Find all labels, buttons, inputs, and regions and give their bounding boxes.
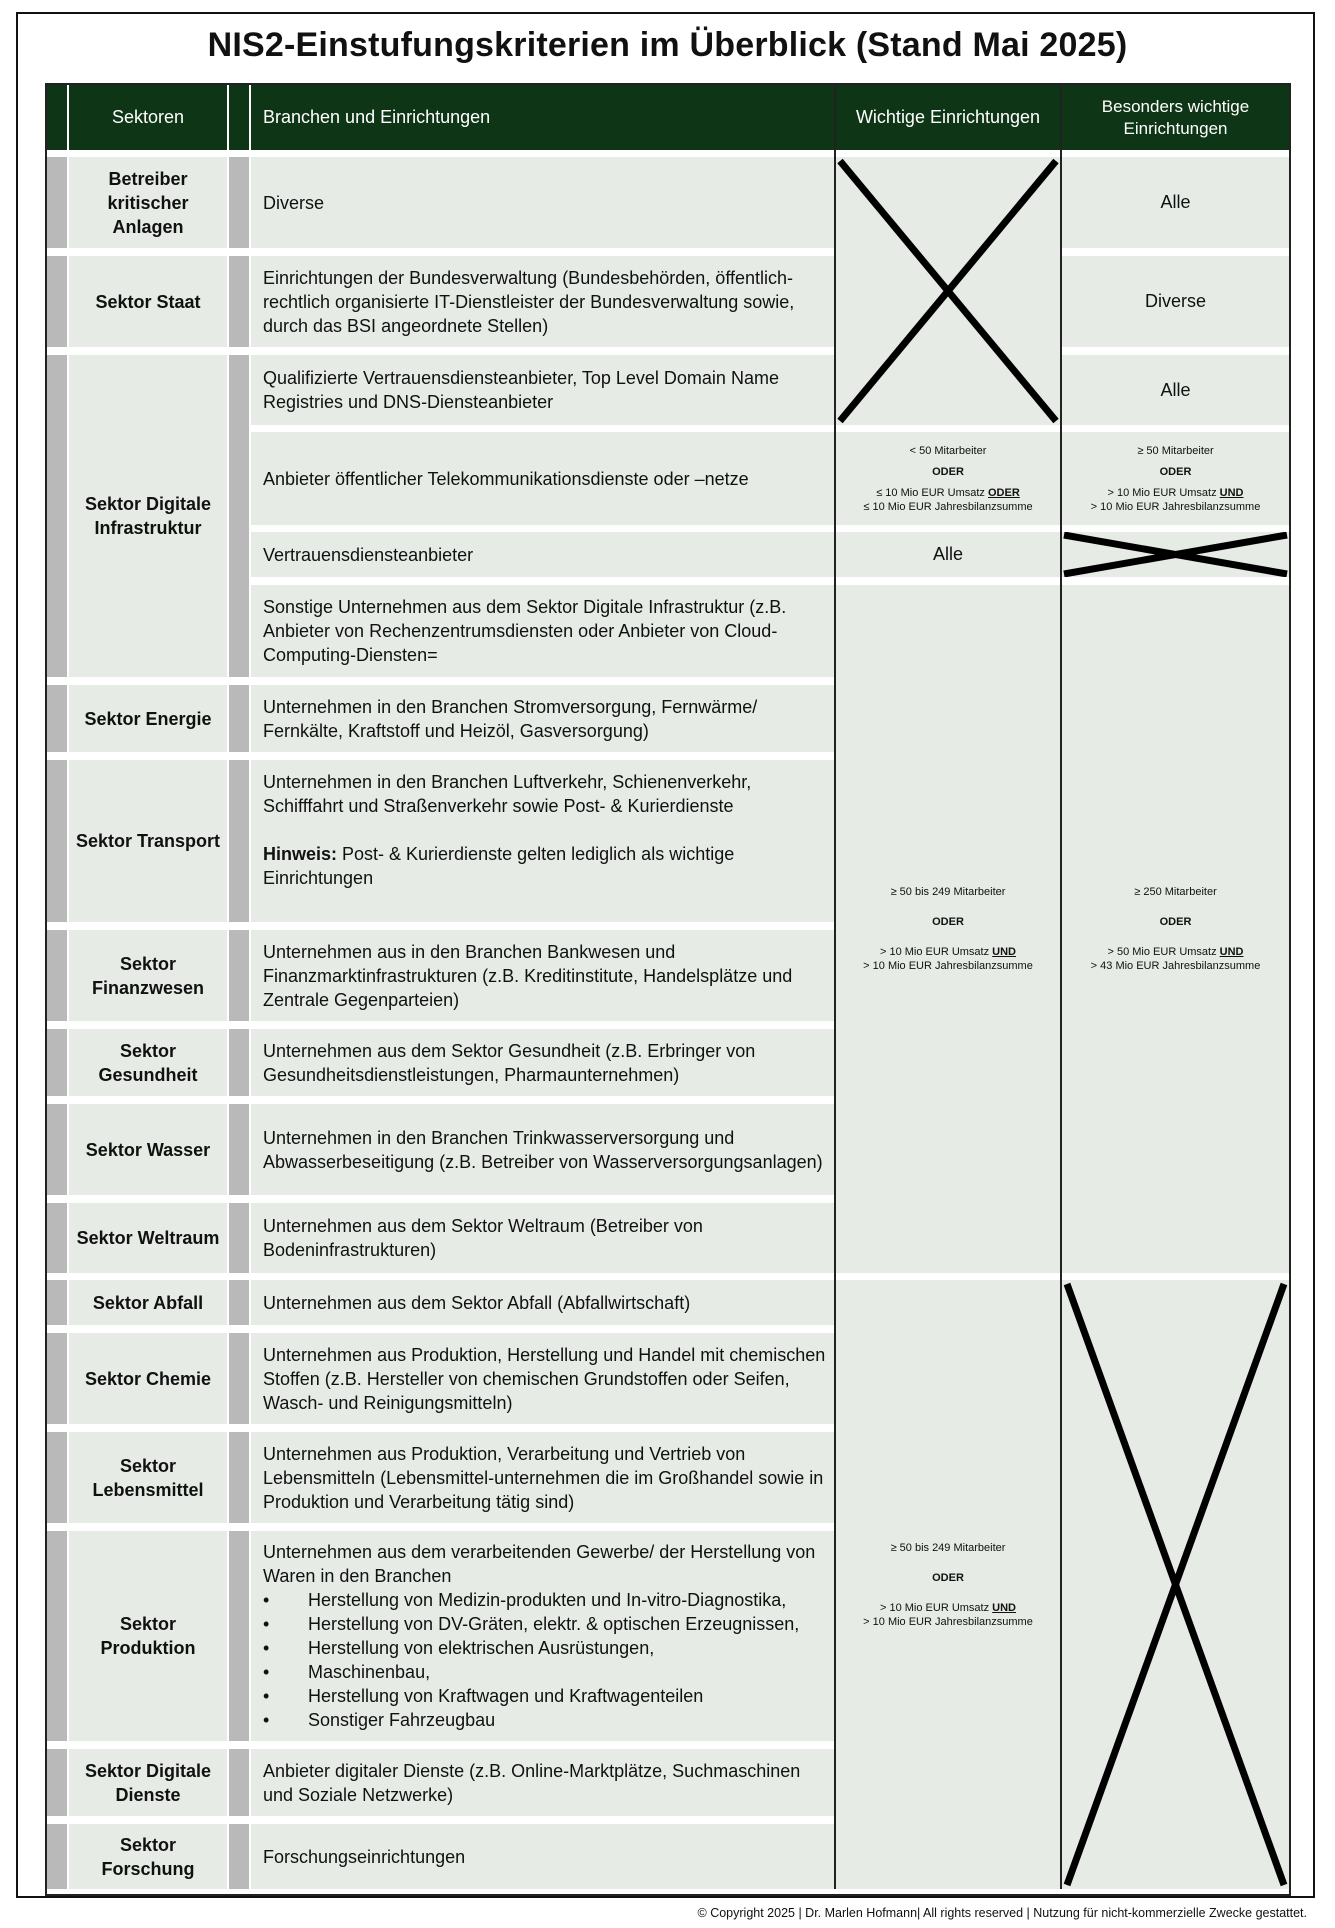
bullet-icon: • bbox=[263, 1710, 270, 1730]
wichtige-mid bbox=[836, 585, 1060, 1273]
low-w-line2: ODER bbox=[932, 1571, 964, 1584]
branch-produktion-intro: Unternehmen aus dem verarbeitenden Gewerbe/ der Herstellung von Waren in den Branchen bbox=[263, 1542, 816, 1586]
list-item bbox=[263, 1660, 826, 1684]
gutter-mid-staat bbox=[229, 256, 249, 347]
low-w-line3 bbox=[880, 1601, 1016, 1615]
branch-digital_2: Anbieter öffentlicher Telekommunikationsdienste oder –netze bbox=[251, 432, 834, 525]
mid-w-line2: ODER bbox=[932, 916, 964, 928]
header-branchen: Branchen und Einrichtungen bbox=[251, 85, 834, 150]
sector-gesundheit: Sektor Gesundheit bbox=[69, 1029, 227, 1096]
sector-forschung: Sektor Forschung bbox=[69, 1824, 227, 1889]
wichtige-low bbox=[836, 1280, 1060, 1889]
hint-text: Post- & Kurierdienste gelten lediglich als wichtige Einrichtungen bbox=[263, 844, 735, 888]
list-item-text: Maschinenbau, bbox=[308, 1662, 431, 1682]
list-item-text: Herstellung von Medizin-produkten und In-vitro-Diagnostika, bbox=[308, 1590, 787, 1610]
sector-produktion: Sektor Produktion bbox=[69, 1531, 227, 1741]
bullet-icon: • bbox=[263, 1638, 270, 1658]
sector-chemie: Sektor Chemie bbox=[69, 1333, 227, 1424]
branch-transport-text: Unternehmen in den Branchen Luftverkehr, Schienenverkehr, Schifffahrt und Straßenverkehr sowie Post- & Kurierdienste bbox=[263, 772, 752, 816]
gutter-left-produktion bbox=[47, 1531, 67, 1741]
header-gutter-mid bbox=[229, 85, 249, 150]
mid-b-line1: ≥ 250 Mitarbeiter bbox=[1134, 886, 1217, 898]
gutter-left-transport bbox=[47, 760, 67, 922]
tk-b-line3a: > 10 Mio EUR Umsatz bbox=[1107, 486, 1220, 499]
gutter-mid-digital bbox=[229, 355, 249, 677]
gutter-mid-energie bbox=[229, 685, 249, 752]
bullet-icon: • bbox=[263, 1686, 270, 1706]
branch-chemie: Unternehmen aus Produktion, Herstellung und Handel mit chemischen Stoffen (z.B. Hersteller von chemischen Grundstoffen oder Seifen, Wasch- und Reinigungsmitteln) bbox=[251, 1333, 834, 1424]
mid-w-line3 bbox=[880, 945, 1016, 959]
list-item bbox=[263, 1588, 826, 1612]
branch-digital_1: Qualifizierte Vertrauensdiensteanbieter, Top Level Domain Name Registries und DNS-Diensteanbieter bbox=[251, 355, 834, 425]
not-applicable-cross-top bbox=[836, 157, 1060, 425]
sector-dienste: Sektor Digitale Dienste bbox=[69, 1749, 227, 1816]
list-item-text: Herstellung von elektrischen Ausrüstungen, bbox=[308, 1638, 655, 1658]
sector-staat: Sektor Staat bbox=[69, 256, 227, 347]
tk-w-line3b: ODER bbox=[988, 486, 1020, 499]
gutter-mid-chemie bbox=[229, 1333, 249, 1424]
mid-w-line1: ≥ 50 bis 249 Mitarbeiter bbox=[890, 886, 1006, 898]
tk-w-line2: ODER bbox=[932, 465, 964, 478]
sector-energie: Sektor Energie bbox=[69, 685, 227, 752]
gutter-mid-kritis bbox=[229, 157, 249, 248]
branch-wasser: Unternehmen in den Branchen Trinkwasserversorgung und Abwasserbeseitigung (z.B. Betreiber von Wasserversorgungsanlagen) bbox=[251, 1104, 834, 1195]
mid-b-line4: > 43 Mio EUR Jahresbilanzsumme bbox=[1090, 960, 1261, 972]
tk-b-line3 bbox=[1107, 486, 1243, 500]
sector-wasser: Sektor Wasser bbox=[69, 1104, 227, 1195]
gutter-mid-forschung bbox=[229, 1824, 249, 1889]
branch-abfall: Unternehmen aus dem Sektor Abfall (Abfallwirtschaft) bbox=[251, 1280, 834, 1325]
sector-kritis: Betreiber kritischer Anlagen bbox=[69, 157, 227, 248]
bullet-icon: • bbox=[263, 1590, 270, 1610]
list-item bbox=[263, 1684, 826, 1708]
branch-dienste: Anbieter digitaler Dienste (z.B. Online-Marktplätze, Suchmaschinen und Soziale Netzwerke) bbox=[251, 1749, 834, 1816]
besonders-mid bbox=[1062, 585, 1289, 1273]
branch-produktion bbox=[251, 1531, 834, 1741]
tk-b-line4: > 10 Mio EUR Jahresbilanzsumme bbox=[1090, 500, 1261, 513]
branch-digital_3: Vertrauensdiensteanbieter bbox=[251, 532, 834, 577]
low-w-line1: ≥ 50 bis 249 Mitarbeiter bbox=[890, 1541, 1006, 1554]
wichtige-telekom bbox=[836, 432, 1060, 525]
bullet-icon: • bbox=[263, 1662, 270, 1682]
tk-b-line1: ≥ 50 Mitarbeiter bbox=[1137, 444, 1214, 457]
tk-w-line3a: ≤ 10 Mio EUR Umsatz bbox=[876, 486, 988, 499]
besonders-staat: Diverse bbox=[1062, 256, 1289, 347]
gutter-left-kritis bbox=[47, 157, 67, 248]
header-besonders-line2: Einrichtungen bbox=[1123, 118, 1228, 138]
branch-gesundheit: Unternehmen aus dem Sektor Gesundheit (z.B. Erbringer von Gesundheitsdienstleistungen, Pharmaunternehmen) bbox=[251, 1029, 834, 1096]
tk-b-line3b: UND bbox=[1219, 486, 1244, 499]
header-gutter-left bbox=[47, 85, 67, 150]
sector-weltraum: Sektor Weltraum bbox=[69, 1203, 227, 1273]
gutter-mid-finanz bbox=[229, 930, 249, 1021]
mid-b-line2: ODER bbox=[1159, 916, 1192, 928]
mid-b-line3a: > 50 Mio EUR Umsatz bbox=[1107, 946, 1220, 958]
list-item bbox=[263, 1708, 826, 1732]
branch-weltraum: Unternehmen aus dem Sektor Weltraum (Betreiber von Bodeninfrastrukturen) bbox=[251, 1203, 834, 1273]
list-item bbox=[263, 1636, 826, 1660]
branch-transport bbox=[251, 760, 834, 922]
sector-digital: Sektor Digitale Infrastruktur bbox=[69, 355, 227, 677]
hint-label: Hinweis: bbox=[263, 844, 338, 864]
header-besonders-line1: Besonders wichtige bbox=[1101, 96, 1250, 116]
sector-abfall: Sektor Abfall bbox=[69, 1280, 227, 1325]
besonders-qtsp: Alle bbox=[1062, 355, 1289, 425]
besonders-kritis: Alle bbox=[1062, 157, 1289, 248]
gutter-left-forschung bbox=[47, 1824, 67, 1889]
list-item-text: Herstellung von Kraftwagen und Kraftwagenteilen bbox=[308, 1686, 704, 1706]
mid-w-line3b: UND bbox=[992, 946, 1016, 958]
sector-transport: Sektor Transport bbox=[69, 760, 227, 922]
gutter-mid-gesundheit bbox=[229, 1029, 249, 1096]
mid-b-line3 bbox=[1107, 945, 1243, 959]
tk-w-line4: ≤ 10 Mio EUR Jahresbilanzsumme bbox=[863, 500, 1033, 513]
copyright-footer: © Copyright 2025 | Dr. Marlen Hofmann| All rights reserved | Nutzung für nicht-kommerzielle Zwecke gestattet. bbox=[697, 1906, 1307, 1920]
gutter-left-energie bbox=[47, 685, 67, 752]
besonders-telekom bbox=[1062, 432, 1289, 525]
branch-forschung: Forschungseinrichtungen bbox=[251, 1824, 834, 1889]
mid-w-line3a: > 10 Mio EUR Umsatz bbox=[879, 946, 993, 958]
branch-lebensmittel: Unternehmen aus Produktion, Verarbeitung und Vertrieb von Lebensmitteln (Lebensmittel-unternehmen die im Großhandel sowie in Produktion und Verarbeitung tätig sind) bbox=[251, 1432, 834, 1523]
tk-w-line1: < 50 Mitarbeiter bbox=[909, 444, 987, 457]
low-w-line4: > 10 Mio EUR Jahresbilanzsumme bbox=[863, 1615, 1033, 1628]
gutter-mid-wasser bbox=[229, 1104, 249, 1195]
sector-lebensmittel: Sektor Lebensmittel bbox=[69, 1432, 227, 1523]
list-item-text: Sonstiger Fahrzeugbau bbox=[308, 1710, 496, 1730]
mid-b-line3b: UND bbox=[1219, 946, 1244, 958]
gutter-left-chemie bbox=[47, 1333, 67, 1424]
gutter-left-dienste bbox=[47, 1749, 67, 1816]
branch-kritis: Diverse bbox=[251, 157, 834, 248]
gutter-left-finanz bbox=[47, 930, 67, 1021]
low-w-line3b: UND bbox=[992, 1601, 1016, 1614]
branch-transport-hint bbox=[263, 842, 826, 890]
branch-energie: Unternehmen in den Branchen Stromversorgung, Fernwärme/ Fernkälte, Kraftstoff und Heizöl, Gasversorgung) bbox=[251, 685, 834, 752]
gutter-left-gesundheit bbox=[47, 1029, 67, 1096]
not-applicable-cross-vertrauen bbox=[1062, 532, 1289, 577]
header-sektoren: Sektoren bbox=[69, 85, 227, 150]
gutter-mid-transport bbox=[229, 760, 249, 922]
gutter-left-wasser bbox=[47, 1104, 67, 1195]
list-item bbox=[263, 1612, 826, 1636]
page-title: NIS2-Einstufungskriterien im Überblick (Stand Mai 2025) bbox=[207, 26, 1128, 64]
gutter-left-abfall bbox=[47, 1280, 67, 1325]
low-w-line3a: > 10 Mio EUR Umsatz bbox=[879, 1601, 993, 1614]
header-wichtige: Wichtige Einrichtungen bbox=[836, 85, 1060, 150]
gutter-left-digital bbox=[47, 355, 67, 677]
not-applicable-cross-bottom bbox=[1062, 1280, 1289, 1889]
sector-finanz: Sektor Finanzwesen bbox=[69, 930, 227, 1021]
list-item-text: Herstellung von DV-Gräten, elektr. & optischen Erzeugnissen, bbox=[308, 1614, 800, 1634]
bullet-icon: • bbox=[263, 1614, 270, 1634]
mid-w-line4: > 10 Mio EUR Jahresbilanzsumme bbox=[863, 960, 1033, 972]
gutter-mid-weltraum bbox=[229, 1203, 249, 1273]
wichtige-vertrauen: Alle bbox=[836, 532, 1060, 577]
gutter-left-staat bbox=[47, 256, 67, 347]
branch-staat: Einrichtungen der Bundesverwaltung (Bundesbehörden, öffentlich-rechtlich organisierte IT-Dienstleister der Bundesverwaltung sowie, durch das BSI angeordnete Stellen) bbox=[251, 256, 834, 347]
branch-digital_4: Sonstige Unternehmen aus dem Sektor Digitale Infrastruktur (z.B. Anbieter von Rechenzentrumsdiensten oder Anbieter von Cloud-Computing-Diensten= bbox=[251, 585, 834, 677]
gutter-mid-abfall bbox=[229, 1280, 249, 1325]
gutter-left-lebensmittel bbox=[47, 1432, 67, 1523]
gutter-mid-dienste bbox=[229, 1749, 249, 1816]
tk-b-line2: ODER bbox=[1159, 465, 1192, 478]
gutter-left-weltraum bbox=[47, 1203, 67, 1273]
branch-finanz: Unternehmen aus in den Branchen Bankwesen und Finanzmarktinfrastrukturen (z.B. Kreditinstitute, Handelsplätze und Zentrale Gegenparteien) bbox=[251, 930, 834, 1021]
gutter-mid-produktion bbox=[229, 1531, 249, 1741]
header-besonders bbox=[1062, 85, 1289, 150]
tk-w-line3 bbox=[876, 486, 1020, 500]
gutter-mid-lebensmittel bbox=[229, 1432, 249, 1523]
